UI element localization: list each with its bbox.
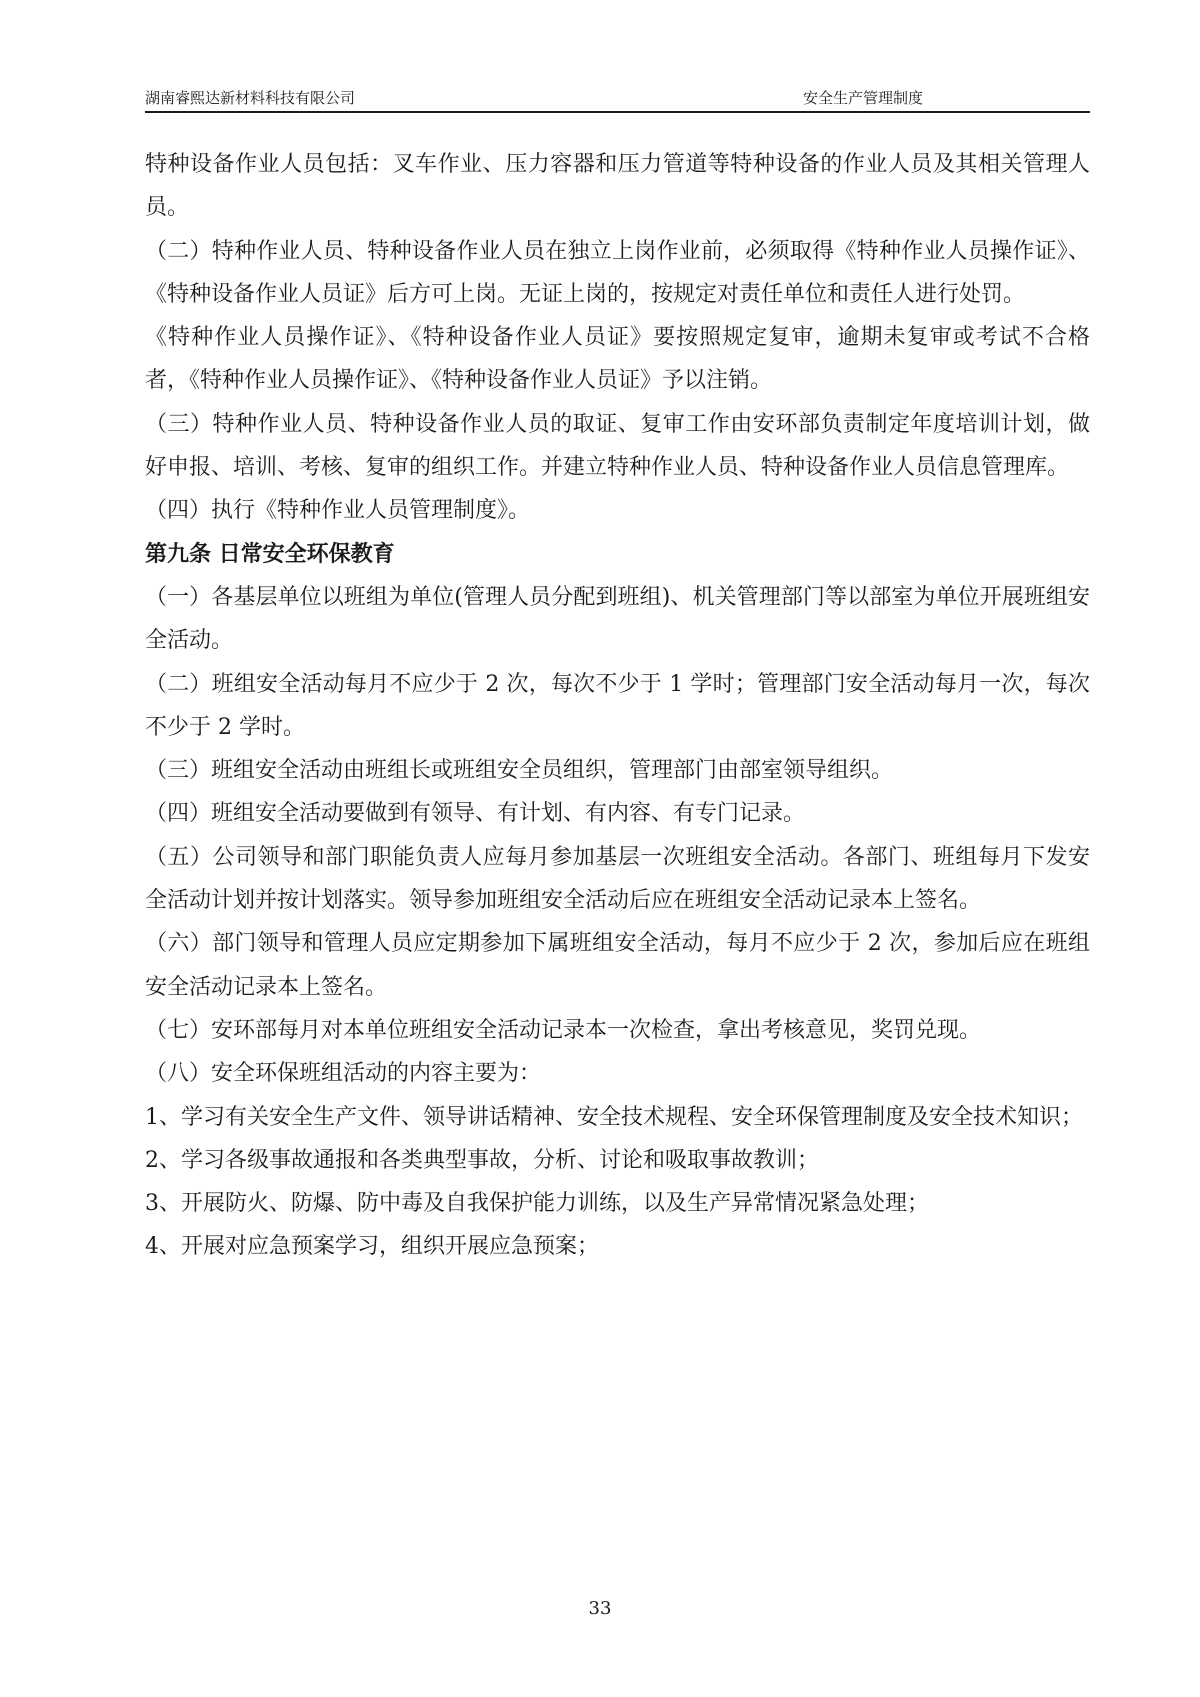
- list-item: 1、学习有关安全生产文件、领导讲话精神、安全技术规程、安全环保管理制度及安全技术知识；: [145, 1104, 1084, 1130]
- paragraph: 《特种作业人员操作证》、《特种设备作业人员证》要按照规定复审，逾期未复审或考试不合格者，《特种作业人员操作证》、《特种设备作业人员证》予以注销。: [145, 325, 1090, 394]
- page-header: [145, 82, 1090, 112]
- paragraph: 特种设备作业人员包括：叉车作业、压力容器和压力管道等特种设备的作业人员及其相关管理人员。: [145, 152, 1090, 221]
- header-divider: [145, 111, 1090, 113]
- paragraph: （四）班组安全活动要做到有领导、有计划、有内容、有专门记录。: [145, 801, 806, 827]
- paragraph: （二）特种作业人员、特种设备作业人员在独立上岗作业前，必须取得《特种作业人员操作证》、《特种设备作业人员证》后方可上岗。无证上岗的，按规定对责任单位和责任人进行处罚。: [145, 238, 1090, 307]
- paragraph: （八）安全环保班组活动的内容主要为：: [145, 1061, 542, 1087]
- paragraph: （六）部门领导和管理人员应定期参加下属班组安全活动，每月不应少于 2 次，参加后应在班组安全活动记录本上签名。: [145, 931, 1090, 1000]
- page-number: 33: [588, 1598, 612, 1619]
- header-document-title: 安全生产管理制度: [803, 89, 924, 107]
- header-company-name: 湖南睿熙达新材料科技有限公司: [145, 89, 356, 107]
- paragraph: （四）执行《特种作业人员管理制度》。: [145, 498, 531, 524]
- document-body: [145, 143, 1090, 1269]
- paragraph: （一）各基层单位以班组为单位(管理人员分配到班组)、机关管理部门等以部室为单位开展班组安全活动。: [145, 584, 1090, 654]
- paragraph: （三）特种作业人员、特种设备作业人员的取证、复审工作由安环部负责制定年度培训计划，做好申报、培训、考核、复审的组织工作。并建立特种作业人员、特种设备作业人员信息管理库。: [145, 411, 1090, 481]
- section-heading: 第九条 日常安全环保教育: [145, 541, 395, 567]
- paragraph: （七）安环部每月对本单位班组安全活动记录本一次检查，拿出考核意见，奖罚兑现。: [145, 1017, 982, 1043]
- paragraph: （五）公司领导和部门职能负责人应每月参加基层一次班组安全活动。各部门、班组每月下发安全活动计划并按计划落实。领导参加班组安全活动后应在班组安全活动记录本上签名。: [145, 844, 1090, 914]
- list-item: 4、开展对应急预案学习，组织开展应急预案；: [145, 1234, 599, 1260]
- paragraph: （三）班组安全活动由班组长或班组安全员组织，管理部门由部室领导组织。: [145, 758, 894, 784]
- list-item: 3、开展防火、防爆、防中毒及自我保护能力训练，以及生产异常情况紧急处理；: [145, 1191, 929, 1217]
- list-item: 2、学习各级事故通报和各类典型事故，分析、讨论和吸取事故教训；: [145, 1147, 819, 1173]
- paragraph: （二）班组安全活动每月不应少于 2 次，每次不少于 1 学时；管理部门安全活动每月一次，每次不少于 2 学时。: [145, 671, 1090, 740]
